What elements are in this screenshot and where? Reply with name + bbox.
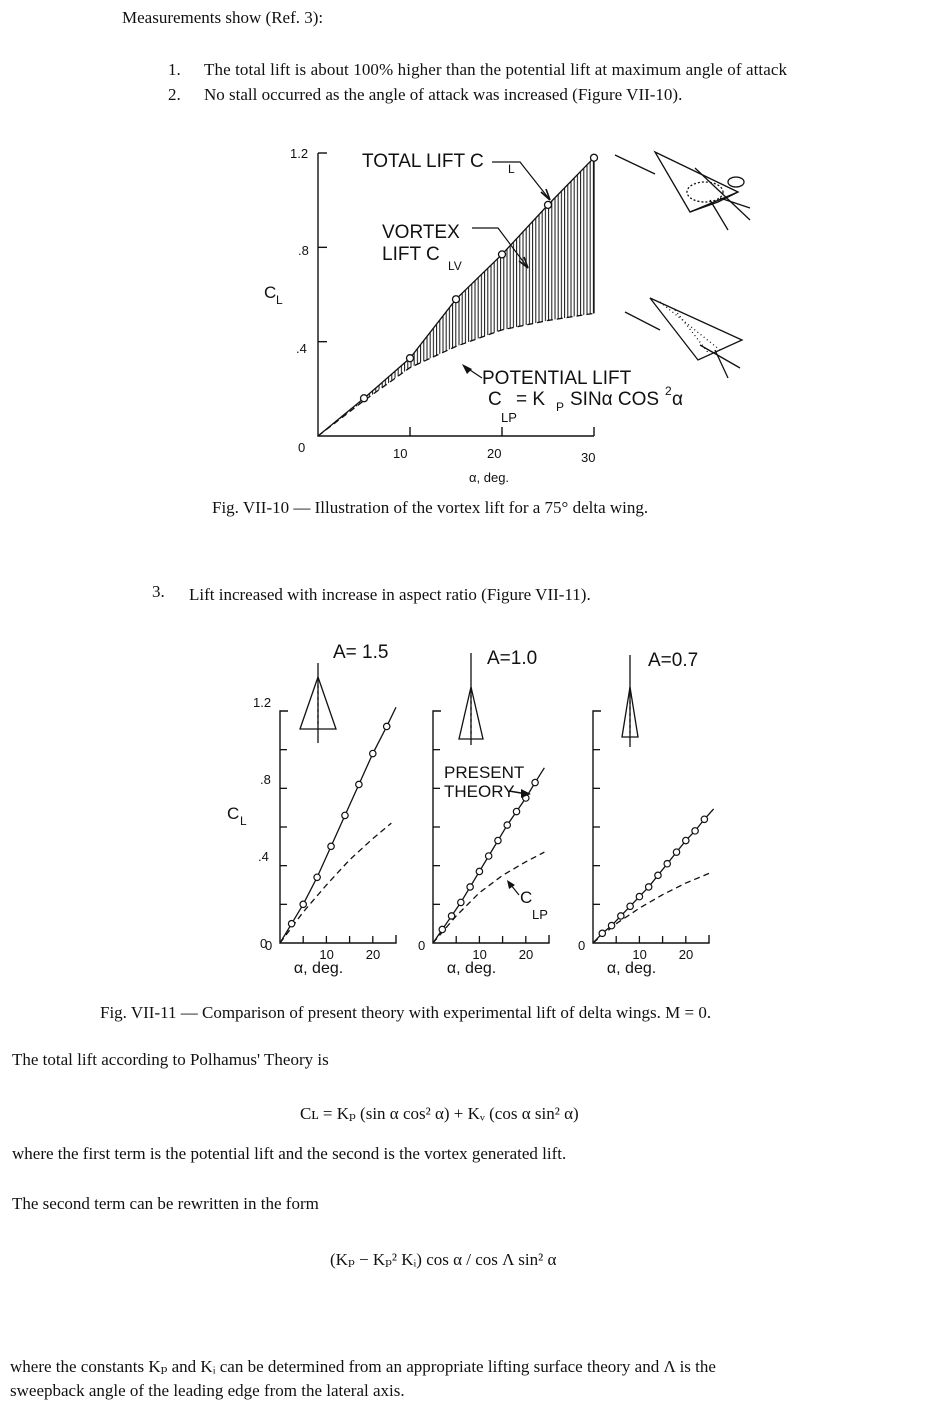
fig11-panel-1-xtick-label-10: 10 <box>319 947 334 962</box>
fig11-panel-1-title: A= 1.5 <box>333 642 389 663</box>
fig10-data-point <box>361 395 368 402</box>
fig11-panel-2-data-point <box>467 884 473 890</box>
fig11-panel-3-xlabel: α, deg. <box>606 960 657 977</box>
equation-1: Cʟ = Kₚ (sin α cos² α) + Kᵥ (cos α sin² α) <box>300 1104 579 1123</box>
fig11-present-theory-2: THEORY <box>444 782 515 801</box>
fig10-xlabel: α, deg. <box>469 470 510 485</box>
fig11-ylabel: C <box>227 804 240 823</box>
fig11-panel-2-xtick-label-20: 20 <box>518 947 534 962</box>
fig11-panel-3-axes <box>593 711 709 943</box>
finding-2-text: No stall occurred as the angle of attack was increased (Figure VII-10). <box>204 85 683 104</box>
finding-3-number: 3. <box>152 582 165 601</box>
fig11-panel-3-title: A=0.7 <box>648 650 699 671</box>
fig11-panel-3-data-point <box>627 903 633 909</box>
fig10-formula-sup: 2 <box>665 384 672 398</box>
fig10-xtick-10: 10 <box>393 446 408 461</box>
fig11-chart <box>215 635 735 990</box>
equation-2: (Kₚ − Kₚ² Kᵢ) cos α / cos Λ sin² α <box>330 1250 557 1269</box>
fig11-wing-icon-1 <box>300 663 336 743</box>
fig11-panel-1-data-point <box>342 812 348 818</box>
fig10-ytick-1.2: 1.2 <box>290 146 309 161</box>
fig11-panel-2-data-point <box>504 822 510 828</box>
fig10-formula-eq: = K <box>516 389 546 410</box>
finding-1-text: The total lift is about 100% higher than the potential lift at maximum angle of attack <box>204 60 788 79</box>
fig11-ytick-.4: .4 <box>258 849 269 864</box>
fig10-formula-c: C <box>488 389 502 410</box>
fig11-panel-3-data-point <box>618 913 624 919</box>
intro-text: Measurements show (Ref. 3): <box>122 8 324 27</box>
fig11-clp-sub: LP <box>532 907 548 922</box>
fig11-ytick-0: 0 <box>260 936 268 951</box>
fig11-panel-3-data-point <box>608 922 614 928</box>
fig11-caption: Fig. VII-11 — Comparison of present theory with experimental lift of delta wings. M = 0. <box>100 1003 712 1022</box>
fig11-panel-2-data-point <box>448 913 454 919</box>
where-text-1: where the first term is the potential lift and the second is the vortex generated lift. <box>12 1144 567 1163</box>
fig10-ytick-.8: .8 <box>298 243 309 258</box>
fig10-data-point <box>591 154 598 161</box>
fig11-panel-1-theory-line <box>280 707 396 943</box>
fig11-panel-3-data-point <box>692 828 698 834</box>
fig10-label-vortex-2: LIFT C <box>382 244 440 265</box>
fig11-ytick-1.2: 1.2 <box>253 695 272 710</box>
fig10-data-point <box>545 201 552 208</box>
fig10-label-total: TOTAL LIFT C <box>362 151 484 172</box>
fig11-panel-3-xtick-label-10: 10 <box>632 947 647 962</box>
fig10-chart <box>250 140 770 490</box>
fig11-panel-2-data-point <box>439 926 445 932</box>
fig11-panel-3-data-point <box>701 816 707 822</box>
fig11-panel-3-data-point <box>645 884 651 890</box>
fig10-data-point <box>453 296 460 303</box>
fig10-wing-sketch-potential <box>625 298 742 378</box>
fig10-formula-sin: SINα COS <box>570 389 660 410</box>
fig11-ylabel-sub: L <box>240 814 247 828</box>
fig11-panel-2-data-point <box>532 779 538 785</box>
fig10-ytick-0: 0 <box>298 440 306 455</box>
fig11-panel-3-data-point <box>673 849 679 855</box>
fig10-data-point <box>407 355 414 362</box>
fig10-xtick-30: 30 <box>581 450 596 465</box>
fig10-label-potential: POTENTIAL LIFT <box>482 368 632 389</box>
fig10-label-total-sub: L <box>508 162 515 176</box>
fig11-present-theory-1: PRESENT <box>444 763 525 782</box>
finding-1-number: 1. <box>168 60 181 79</box>
fig11-panel-1-data-point <box>328 843 334 849</box>
fig10-ytick-.4: .4 <box>296 341 307 356</box>
fig11-panel-1-axes <box>280 711 396 943</box>
fig11-panel-3-data-point <box>599 930 605 936</box>
fig10-wing-sketch-vortex <box>615 152 750 230</box>
fig11-panel-1-xtick-label-20: 20 <box>365 947 381 962</box>
polhamus-text: The total lift according to Polhamus' Theory is <box>12 1050 329 1069</box>
fig11-panel-2-data-point <box>513 808 519 814</box>
fig11-clp-label: C <box>520 888 533 907</box>
fig11-wing-icon-2 <box>459 653 483 745</box>
where-text-2a: where the constants Kₚ and Kᵢ can be determined from an appropriate lifting surface theory and Λ is the <box>10 1357 716 1376</box>
fig11-panel-2-xtick-label-10: 10 <box>472 947 487 962</box>
fig11-panel-2-data-point <box>476 868 482 874</box>
finding-3-text: Lift increased with increase in aspect ratio (Figure VII-11). <box>189 585 591 604</box>
fig11-panel-2-title: A=1.0 <box>487 648 538 669</box>
fig11-panel-1-xlabel: α, deg. <box>293 960 344 977</box>
fig11-panel-1-clp-line <box>280 823 391 943</box>
finding-2-number: 2. <box>168 85 181 104</box>
fig10-formula-sub: LP <box>501 410 517 425</box>
fig10-data-point <box>499 251 506 258</box>
fig11-panel-2-data-point <box>458 899 464 905</box>
fig11-panel-1-data-point <box>370 750 376 756</box>
fig10-label-vortex-sub: LV <box>448 259 462 273</box>
fig11-panel-1-data-point <box>384 723 390 729</box>
fig11-panel-3-data-point <box>683 837 689 843</box>
fig11-panel-3-data-point <box>664 861 670 867</box>
fig10-formula-ksub: P <box>556 400 565 414</box>
fig11-panel-2-xlabel: α, deg. <box>446 960 497 977</box>
second-term-text: The second term can be rewritten in the form <box>12 1194 319 1213</box>
fig10-formula-alpha: α <box>672 389 683 410</box>
where-text-2b: sweepback angle of the leading edge from the lateral axis. <box>10 1381 405 1400</box>
fig11-ytick-.8: .8 <box>260 772 271 787</box>
fig11-panel-1-data-point <box>356 781 362 787</box>
fig11-panel-2-data-point <box>495 837 501 843</box>
fig11-wing-icon-3 <box>622 655 638 747</box>
fig10-label-vortex-1: VORTEX <box>382 222 460 243</box>
fig10-ylabel-sub: L <box>276 293 283 307</box>
fig11-panel-2-xtick-label-0: 0 <box>418 938 426 953</box>
fig10-xtick-20: 20 <box>487 446 502 461</box>
fig10-caption: Fig. VII-10 — Illustration of the vortex lift for a 75° delta wing. <box>212 498 649 517</box>
fig11-panel-1-xtick-label-0: 0 <box>265 938 273 953</box>
fig10-ylabel: C <box>264 283 277 302</box>
fig11-panel-2-data-point <box>485 853 491 859</box>
fig11-panel-3-data-point <box>655 872 661 878</box>
fig11-panel-1-data-point <box>300 901 306 907</box>
fig11-panel-1-data-point <box>288 920 294 926</box>
fig11-panel-3-data-point <box>636 893 642 899</box>
fig11-panel-1-data-point <box>314 874 320 880</box>
fig11-panel-3-xtick-label-0: 0 <box>578 938 586 953</box>
fig11-panel-3-xtick-label-20: 20 <box>678 947 694 962</box>
